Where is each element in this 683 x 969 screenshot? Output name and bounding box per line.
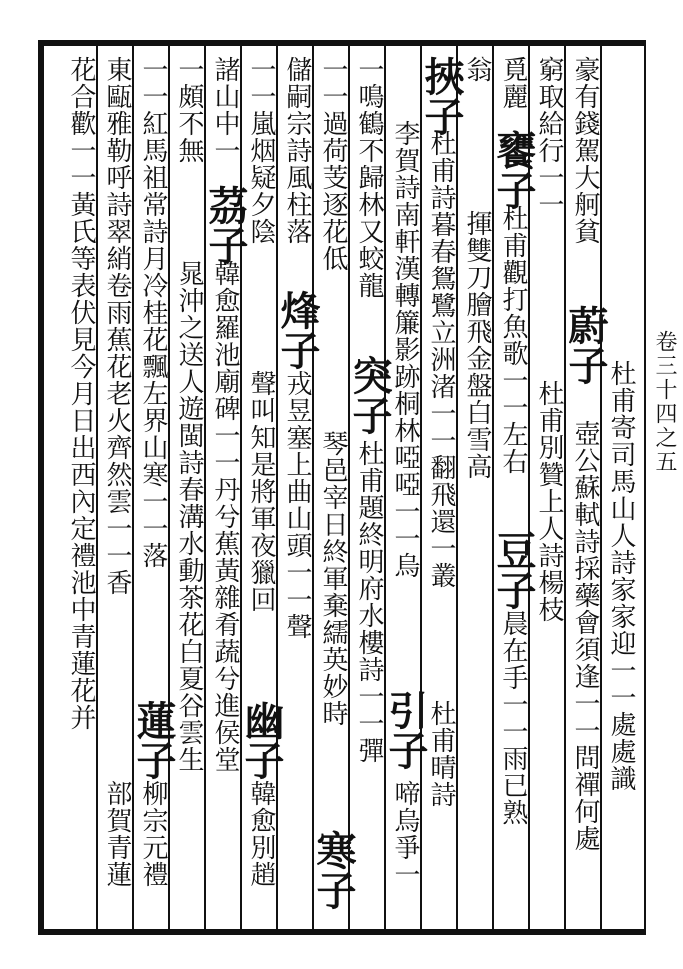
text-column-8c [386, 780, 424, 920]
entry-heading: 蔚子 [562, 305, 609, 385]
column-text: 部賀青蓮 [102, 780, 132, 888]
column-text: 戎昱塞上曲山頭一一聲 [282, 370, 312, 640]
column-text: 啼烏爭一 [390, 780, 420, 888]
text-column-2 [566, 420, 604, 920]
text-column-12d [242, 780, 280, 920]
entry-heading: 豆子 [490, 530, 537, 610]
text-column-11 [278, 56, 316, 296]
text-column-9 [350, 56, 388, 346]
column-text: 韓愈別趙 [246, 780, 276, 888]
text-column-15c [134, 780, 172, 920]
text-column-5 [494, 56, 532, 136]
entry-heading: 烽子 [274, 290, 321, 370]
text-column-4b [530, 380, 568, 920]
column-text: 儲嗣宗詩風柱落 [282, 56, 312, 245]
column-text: 東甌雅勒呼詩翠綃卷雨蕉花老火齊然雲一一香 [102, 56, 132, 596]
entry-heading: 突子 [346, 355, 393, 435]
text-column-9b [346, 355, 393, 445]
text-column-10c [310, 830, 357, 925]
text-column-1 [602, 360, 640, 920]
column-text: 豪有錢駕大舸貧 [570, 56, 600, 245]
column-text: 一一嵐烟疑夕陰 [246, 56, 276, 245]
text-column-3b [562, 305, 609, 395]
text-column-17 [62, 56, 100, 926]
text-column-6b [458, 210, 496, 550]
column-text: 晨在手一一雨已熟 [498, 610, 528, 826]
column-text: 覓麗 [498, 56, 528, 110]
volume-marker [650, 330, 678, 474]
text-column-10b [314, 430, 352, 800]
text-column-5e [494, 610, 532, 920]
text-column-18 [44, 56, 62, 926]
text-column-13c [206, 260, 244, 920]
text-column-14 [170, 56, 208, 206]
column-text: 壺公蘇軾詩採藥會須逢一一問禪何處 [570, 420, 600, 852]
text-column-12b [242, 370, 280, 710]
column-text: 韓愈羅池廟碑一一丹兮蕉黃雜肴蔬兮進侯堂 [210, 260, 240, 773]
column-text: 杜甫詩暮春鴛鷺立洲渚一一翻飛還一叢 [426, 130, 456, 589]
entry-heading: 寒子 [310, 830, 357, 910]
column-text: 晁沖之送人遊閩詩春溝水動茶花白夏谷雲生 [174, 260, 204, 773]
column-text: 杜甫寄司馬山人詩家家迎一一處處識 [606, 360, 636, 792]
column-text: 杜甫晴詩 [426, 700, 456, 808]
volume-note-text: 卷三十四之五 [652, 330, 677, 474]
entry-heading: 引子 [382, 690, 429, 770]
column-text: 諸山中一 [210, 56, 240, 164]
text-column-8b [382, 690, 429, 780]
column-text: 柳宗元禮 [138, 780, 168, 888]
column-text: 杜甫題終明府水樓詩一一彈 [354, 440, 384, 764]
entry-heading: 茘子 [202, 185, 249, 265]
text-column-5c [494, 205, 532, 535]
entry-heading: 饔子 [490, 130, 537, 210]
entry-heading: 挾子 [418, 56, 465, 136]
column-text: 一一過荷芰逐花低 [318, 56, 348, 272]
text-column-12c [238, 700, 285, 790]
column-text: 揮雙刀膾飛金盤白雪高 [462, 210, 492, 480]
column-text: 琴邑宰日終軍棄繻英妙時 [318, 430, 348, 727]
entry-heading: 蓮子 [130, 700, 177, 780]
column-text: 窮取給行一一 [534, 56, 564, 218]
text-column-14b [170, 260, 208, 920]
text-column-11b [274, 290, 321, 380]
column-text: 一頗不無 [174, 56, 204, 164]
text-column-15b [130, 700, 177, 790]
text-column-16 [98, 56, 136, 776]
text-column-15 [134, 56, 172, 756]
text-column-13 [206, 56, 244, 196]
column-text: 一鳴鶴不歸林又蛟龍 [354, 56, 384, 299]
column-text: 翁 [462, 56, 492, 83]
column-text: 杜甫別贊上人詩楊枝 [534, 380, 564, 623]
column-text: 李賀詩南軒漢轉簾影跡桐林啞啞一一烏 [390, 120, 420, 579]
entry-heading: 幽子 [238, 700, 285, 780]
column-text: 一一紅馬祖常詩月冷桂花飄左界山寒一一落 [138, 56, 168, 569]
column-text: 杜甫觀打魚歌一一左右 [498, 205, 528, 475]
column-text: 聲叫知是將軍夜獵回 [246, 370, 276, 613]
column-text: 花合歡一一黃氏等表伏見今月日出西內定禮池中青蓮花并 [66, 56, 96, 731]
text-column-7b [422, 130, 460, 690]
text-column-16b [98, 780, 136, 920]
text-column-11c [278, 370, 316, 720]
